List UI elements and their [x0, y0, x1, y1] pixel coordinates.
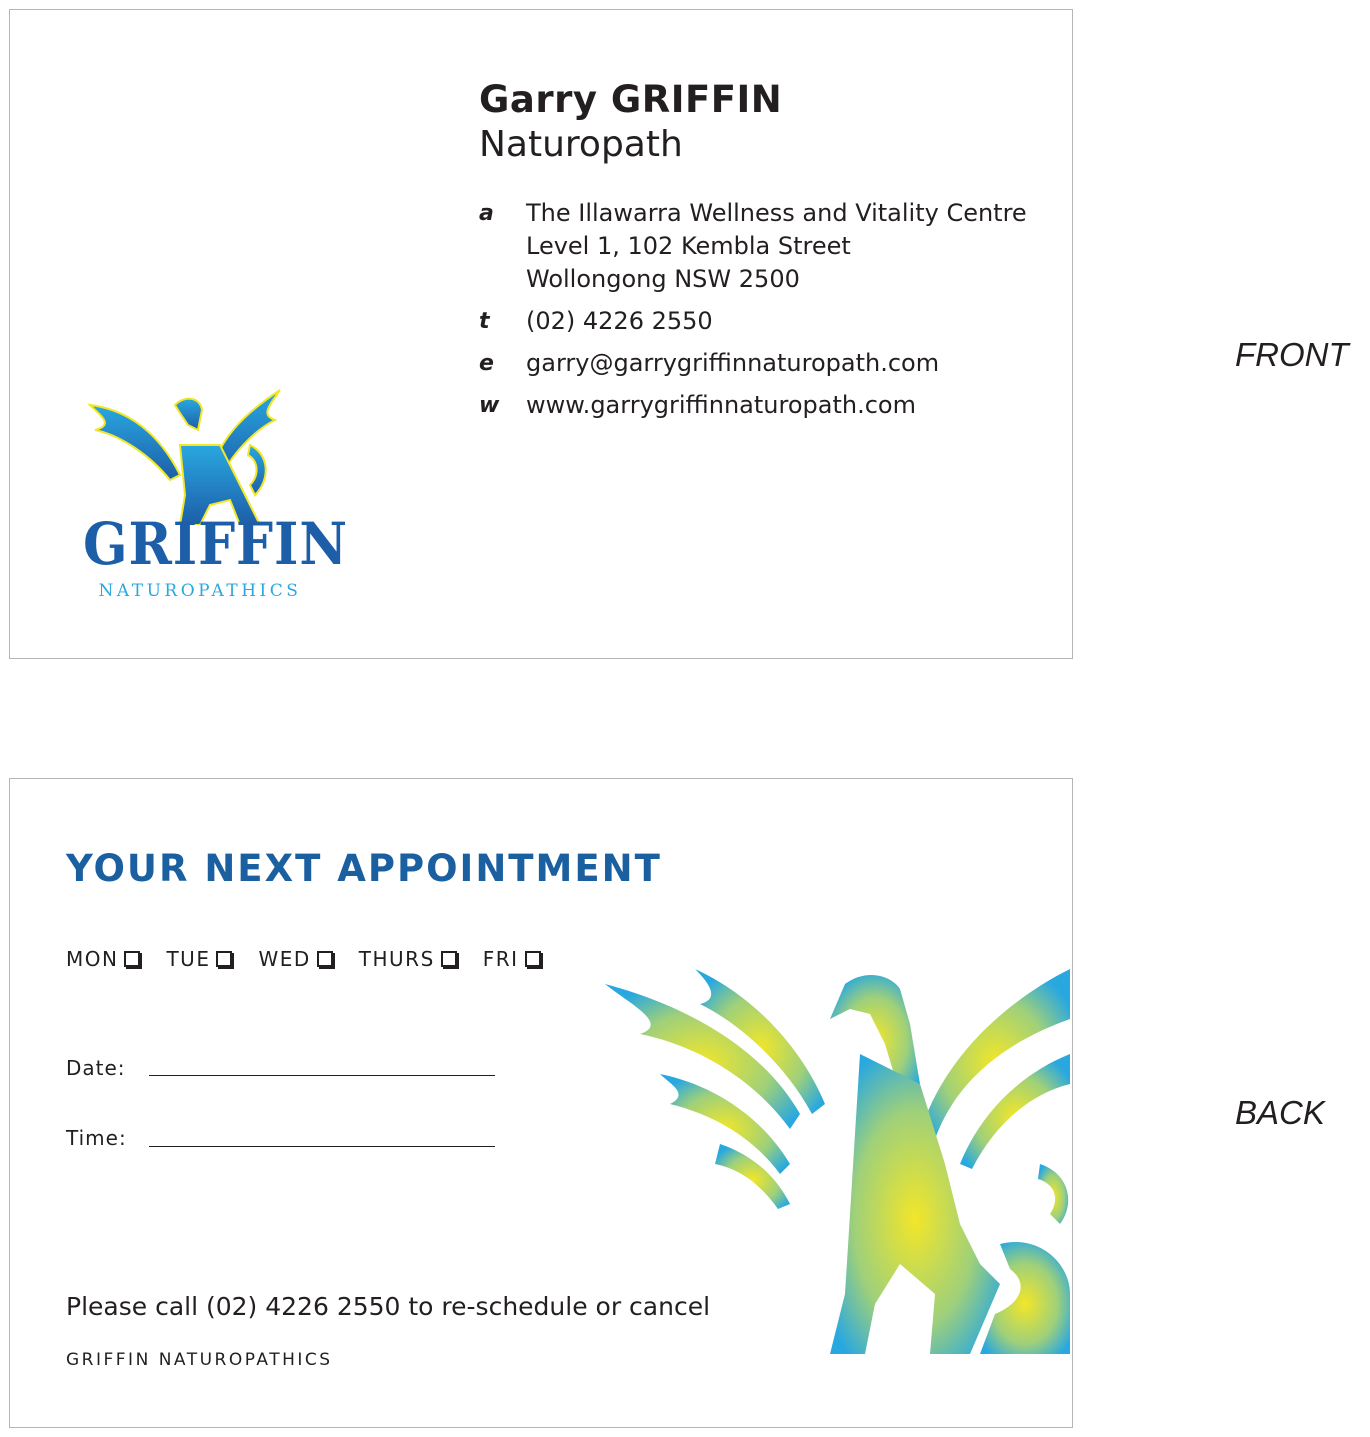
day-mon[interactable] [66, 947, 140, 971]
brand-name: GRIFFIN NATUROPATHICS [66, 1350, 333, 1370]
front-label: FRONT [1235, 336, 1349, 373]
day-label: FRI [482, 947, 519, 971]
address-key: a [479, 201, 494, 226]
logo-subtitle: NATUROPATHICS [98, 581, 302, 601]
weekday-checkboxes [66, 947, 541, 971]
reschedule-note: Please call (02) 4226 2550 to re-schedule or cancel [66, 1292, 711, 1321]
day-fri[interactable] [483, 947, 541, 971]
back-label: BACK [1235, 1094, 1325, 1131]
website-value[interactable]: www.garrygriffinnaturopath.com [526, 391, 916, 419]
website-key: w [479, 393, 500, 418]
email-value[interactable]: garry@garrygriffinnaturopath.com [526, 349, 940, 377]
phone-value: (02) 4226 2550 [526, 307, 713, 335]
checkbox-icon[interactable] [525, 951, 541, 967]
logo-wordmark: GRIFFIN [83, 510, 348, 578]
date-label: Date: [66, 1056, 126, 1080]
griffin-illustration-icon [600, 964, 1073, 1374]
person-name: Garry GRIFFIN [479, 78, 783, 121]
person-role: Naturopath [479, 124, 683, 165]
time-label: Time: [66, 1126, 127, 1150]
date-input-line[interactable] [149, 1075, 495, 1076]
email-key: e [479, 351, 494, 376]
day-label: TUE [166, 947, 211, 971]
checkbox-icon[interactable] [216, 951, 232, 967]
time-input-line[interactable] [149, 1146, 495, 1147]
address-line: Wollongong NSW 2500 [526, 265, 800, 293]
address-line: The Illawarra Wellness and Vitality Centre [526, 199, 1027, 227]
phone-key: t [479, 309, 490, 334]
day-wed[interactable] [258, 947, 332, 971]
card-front [9, 9, 1073, 659]
day-tue[interactable] [166, 947, 232, 971]
griffin-emblem-icon [70, 385, 330, 525]
day-label: WED [258, 947, 311, 971]
checkbox-icon[interactable] [124, 951, 140, 967]
checkbox-icon[interactable] [317, 951, 333, 967]
address-line: Level 1, 102 Kembla Street [526, 232, 851, 260]
card-back [9, 778, 1073, 1428]
day-label: MON [66, 947, 119, 971]
griffin-logo [70, 385, 348, 605]
checkbox-icon[interactable] [441, 951, 457, 967]
appointment-heading: YOUR NEXT APPOINTMENT [66, 847, 662, 890]
day-label: THURS [358, 947, 435, 971]
day-thurs[interactable] [359, 947, 457, 971]
